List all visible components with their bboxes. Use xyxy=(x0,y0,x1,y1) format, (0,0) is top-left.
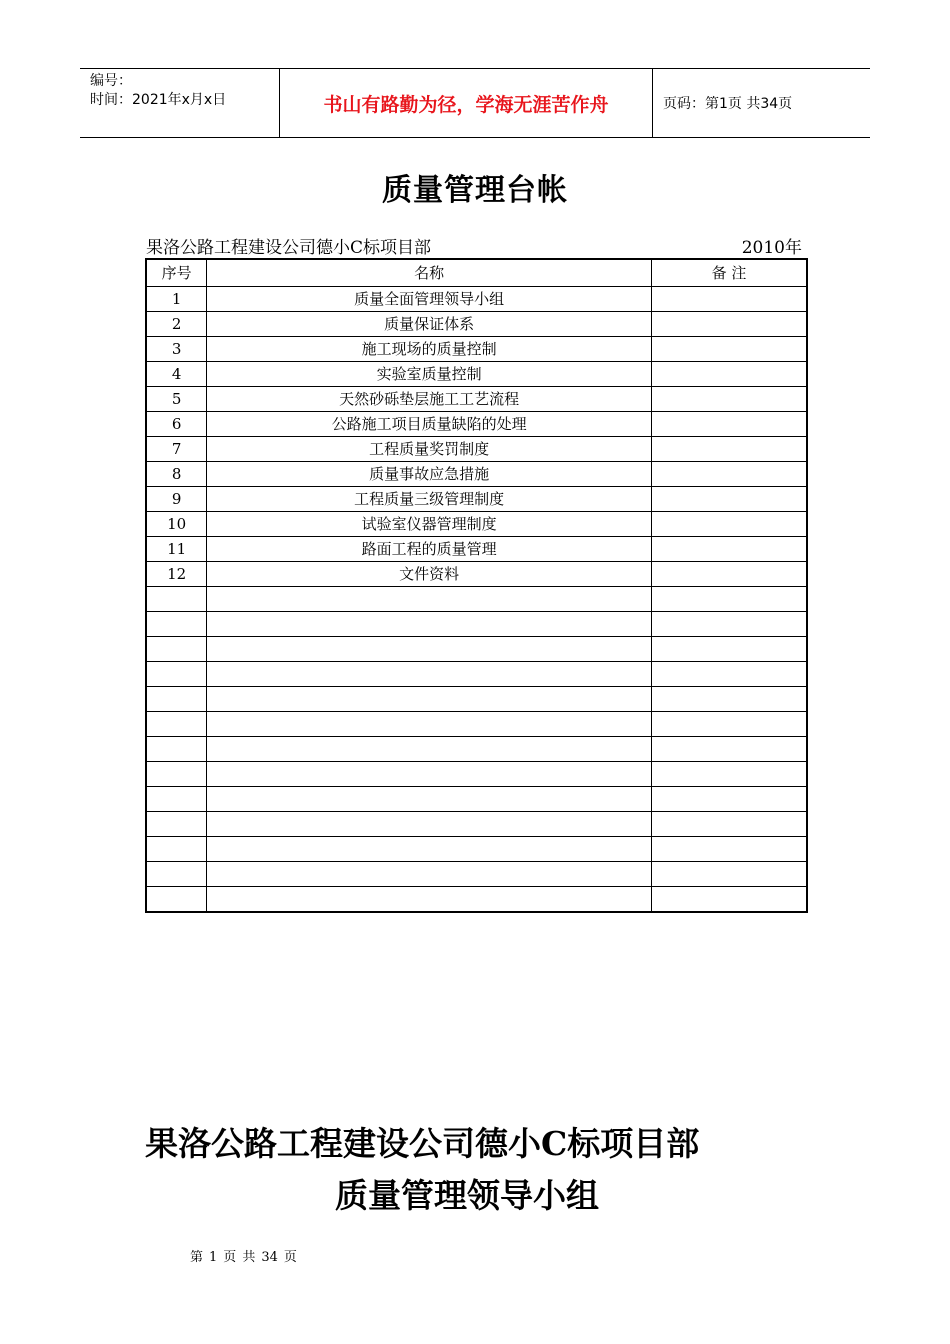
page-footer xyxy=(0,1246,950,1265)
row-number-cell xyxy=(146,662,207,687)
document-number-label: 编号： xyxy=(90,73,132,89)
row-number-cell: 7 xyxy=(146,437,207,462)
row-note-cell xyxy=(651,637,807,662)
row-number-cell xyxy=(146,687,207,712)
row-note-cell xyxy=(651,387,807,412)
section-subtitle: 质量管理领导小组 xyxy=(335,1176,599,1215)
column-header-name: 名称 xyxy=(207,259,652,287)
row-name-cell: 天然砂砾垫层施工工艺流程 xyxy=(207,387,652,412)
row-number-cell: 10 xyxy=(146,512,207,537)
table-row xyxy=(146,862,807,887)
row-name-cell xyxy=(207,687,652,712)
row-number-cell: 5 xyxy=(146,387,207,412)
table-row xyxy=(146,537,807,562)
row-name-cell: 工程质量三级管理制度 xyxy=(207,487,652,512)
row-number-cell xyxy=(146,587,207,612)
table-row xyxy=(146,737,807,762)
document-meta-line xyxy=(146,233,802,258)
row-note-cell xyxy=(651,862,807,887)
row-name-cell xyxy=(207,787,652,812)
row-name-cell: 实验室质量控制 xyxy=(207,362,652,387)
row-name-cell: 质量事故应急措施 xyxy=(207,462,652,487)
table-body xyxy=(146,287,807,913)
table-row xyxy=(146,837,807,862)
footer-text-part: 页 xyxy=(283,1250,297,1265)
row-note-cell xyxy=(651,587,807,612)
row-number-cell: 6 xyxy=(146,412,207,437)
row-note-cell xyxy=(651,437,807,462)
footer-text-part: 页 xyxy=(223,1250,237,1265)
table-row xyxy=(146,637,807,662)
row-name-cell: 质量全面管理领导小组 xyxy=(207,287,652,312)
row-number-cell xyxy=(146,712,207,737)
row-note-cell xyxy=(651,762,807,787)
table-row xyxy=(146,362,807,387)
row-name-cell xyxy=(207,862,652,887)
ledger-table xyxy=(145,258,808,913)
document-time-label: 时间：2021年x月x日 xyxy=(90,92,227,108)
document-title: 质量管理台帐 xyxy=(382,173,568,208)
table-row xyxy=(146,412,807,437)
row-note-cell xyxy=(651,837,807,862)
row-name-cell xyxy=(207,712,652,737)
table-row xyxy=(146,812,807,837)
row-number-cell: 9 xyxy=(146,487,207,512)
row-number-cell xyxy=(146,637,207,662)
row-note-cell xyxy=(651,737,807,762)
header-motto: 书山有路勤为径，学海无涯苦作舟 xyxy=(280,69,653,137)
row-number-cell: 3 xyxy=(146,337,207,362)
row-note-cell xyxy=(651,537,807,562)
row-name-cell xyxy=(207,887,652,913)
row-number-cell: 11 xyxy=(146,537,207,562)
header-meta xyxy=(80,69,280,137)
table-row xyxy=(146,687,807,712)
row-note-cell xyxy=(651,662,807,687)
table-row xyxy=(146,662,807,687)
row-number-cell xyxy=(146,862,207,887)
document-year: 2010年 xyxy=(741,238,802,258)
row-name-cell: 路面工程的质量管理 xyxy=(207,537,652,562)
footer-text-part: 34 xyxy=(261,1250,278,1265)
row-name-cell xyxy=(207,837,652,862)
row-name-cell: 试验室仪器管理制度 xyxy=(207,512,652,537)
row-note-cell xyxy=(651,687,807,712)
table-header-row xyxy=(146,259,807,287)
row-number-cell: 8 xyxy=(146,462,207,487)
row-note-cell xyxy=(651,287,807,312)
row-note-cell xyxy=(651,812,807,837)
table-row xyxy=(146,512,807,537)
row-number-cell xyxy=(146,837,207,862)
row-number-cell xyxy=(146,887,207,913)
row-note-cell xyxy=(651,362,807,387)
table-row xyxy=(146,287,807,312)
column-header-number: 序号 xyxy=(146,259,207,287)
table-row xyxy=(146,462,807,487)
header-page-info: 页码：第1页 共34页 xyxy=(663,96,793,112)
table-row xyxy=(146,387,807,412)
row-number-cell xyxy=(146,812,207,837)
row-number-cell: 1 xyxy=(146,287,207,312)
row-name-cell: 文件资料 xyxy=(207,562,652,587)
table-row xyxy=(146,562,807,587)
footer-text-part: 共 xyxy=(242,1250,256,1265)
footer-text-part: 第 xyxy=(190,1250,204,1265)
column-header-note: 备 注 xyxy=(651,259,807,287)
row-number-cell xyxy=(146,762,207,787)
row-name-cell xyxy=(207,612,652,637)
row-name-cell xyxy=(207,662,652,687)
row-note-cell xyxy=(651,412,807,437)
table-row xyxy=(146,612,807,637)
row-number-cell xyxy=(146,787,207,812)
section-organization-heading: 果洛公路工程建设公司德小C标项目部 xyxy=(145,1124,700,1163)
row-note-cell xyxy=(651,312,807,337)
row-number-cell xyxy=(146,612,207,637)
row-note-cell xyxy=(651,512,807,537)
table-row xyxy=(146,312,807,337)
organization-name: 果洛公路工程建设公司德小C标项目部 xyxy=(146,238,432,258)
row-note-cell xyxy=(651,887,807,913)
page-header xyxy=(80,68,870,138)
row-name-cell xyxy=(207,737,652,762)
row-note-cell xyxy=(651,487,807,512)
row-note-cell xyxy=(651,787,807,812)
footer-text-part: 1 xyxy=(209,1250,218,1265)
row-note-cell xyxy=(651,462,807,487)
table-row xyxy=(146,887,807,913)
row-note-cell xyxy=(651,712,807,737)
row-name-cell xyxy=(207,762,652,787)
row-note-cell xyxy=(651,562,807,587)
table-row xyxy=(146,762,807,787)
table-row xyxy=(146,712,807,737)
row-name-cell: 工程质量奖罚制度 xyxy=(207,437,652,462)
row-number-cell xyxy=(146,737,207,762)
row-name-cell: 公路施工项目质量缺陷的处理 xyxy=(207,412,652,437)
table-row xyxy=(146,437,807,462)
table-row xyxy=(146,487,807,512)
table-row xyxy=(146,587,807,612)
table-row xyxy=(146,787,807,812)
row-note-cell xyxy=(651,612,807,637)
table-row xyxy=(146,337,807,362)
row-number-cell: 2 xyxy=(146,312,207,337)
row-note-cell xyxy=(651,337,807,362)
row-name-cell xyxy=(207,587,652,612)
row-name-cell: 质量保证体系 xyxy=(207,312,652,337)
row-number-cell: 12 xyxy=(146,562,207,587)
row-name-cell: 施工现场的质量控制 xyxy=(207,337,652,362)
row-name-cell xyxy=(207,637,652,662)
row-number-cell: 4 xyxy=(146,362,207,387)
row-name-cell xyxy=(207,812,652,837)
